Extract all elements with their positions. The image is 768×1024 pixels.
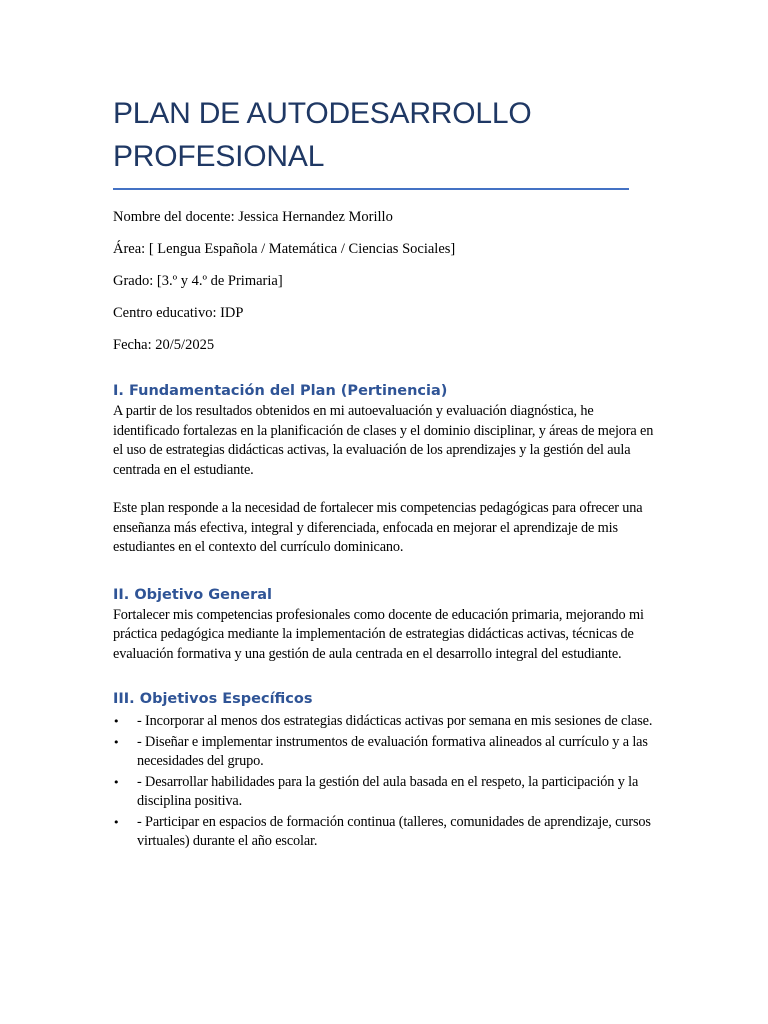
teacher-info [113, 207, 656, 355]
bullet-icon: • [113, 715, 120, 728]
school-name: Centro educativo: IDP [113, 305, 244, 321]
list-item-text: - Diseñar e implementar instrumentos de evaluación formativa alineados al currículo y a las necesidades del grupo. [137, 733, 648, 769]
bullet-icon: • [113, 775, 120, 789]
list-item [113, 773, 656, 812]
fundamentacion-paragraph-2: Este plan responde a la necesidad de fortalecer mis competencias pedagógicas para ofrecer una enseñanza más efectiva, integral y diferenciada, enfocada en mejorar el aprendizaje de mis estudiantes en el contexto del currículo dominicano. [113, 500, 643, 555]
fundamentacion-paragraph-1: A partir de los resultados obtenidos en mi autoevaluación y evaluación diagnóstica, he identificado fortalezas en la planificación de clases y el dominio disciplinar, y áreas de mejora en el uso de estrategias didácticas activas, la evaluación de los aprendizajes y la gestión del aula centrada en el estudiante. [113, 403, 654, 478]
objetivo-general-paragraph: Fortalecer mis competencias profesionales como docente de educación primaria, mejorando mi práctica pedagógica mediante la implementación de estrategias didácticas activas, técnicas de evaluación formativa y una gestión de aula centrada en el desarrollo integral del estudiante. [113, 606, 644, 662]
grade-level: Grado: [3.º y 4.º de Primaria] [113, 273, 283, 289]
section-heading-objetivo-general: II. Objetivo General [113, 586, 273, 603]
document-date: Fecha: 20/5/2025 [113, 337, 215, 353]
bullet-icon: • [113, 735, 120, 749]
document-title: PLAN DE AUTODESARROLLO PROFESIONAL [113, 97, 532, 173]
teacher-name: Nombre del docente: Jessica Hernandez Morillo [113, 209, 393, 225]
list-item [113, 813, 656, 852]
list-item-text: - Desarrollar habilidades para la gestión del aula basada en el respeto, la participación y la disciplina positiva. [137, 773, 639, 809]
list-item-text: - Participar en espacios de formación continua (talleres, comunidades de aprendizaje, cursos virtuales) durante el año escolar. [137, 813, 651, 849]
section-heading-fundamentacion: I. Fundamentación del Plan (Pertinencia) [113, 383, 448, 399]
list-item [113, 733, 656, 772]
section-heading-objetivos-especificos: III. Objetivos Específicos [113, 691, 313, 707]
bullet-icon: • [113, 815, 120, 829]
subject-area: Área: [ Lengua Española / Matemática / Ciencias Sociales] [113, 241, 456, 257]
title-divider [113, 188, 629, 190]
list-item-text: - Incorporar al menos dos estrategias didácticas activas por semana en mis sesiones de clase. [137, 713, 653, 729]
objectives-list [113, 712, 656, 852]
list-item [113, 712, 656, 732]
